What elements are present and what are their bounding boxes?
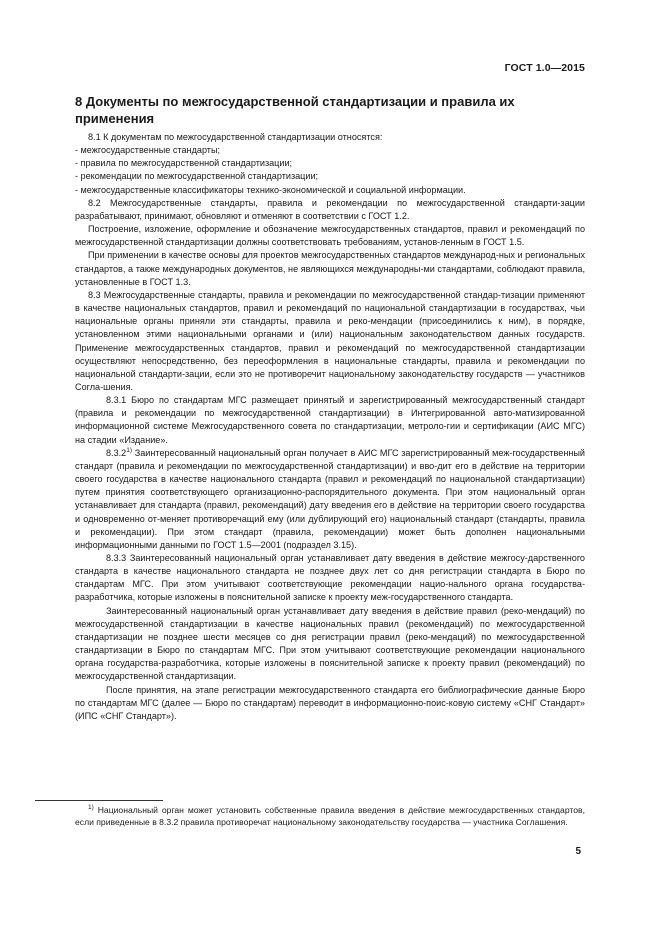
paragraph: 8.3 Межгосударственные стандарты, правила и рекомендации по межгосударственной стандар-тизации применяют в качестве национальных стандартов, правил и рекомендаций по национальной стандартизации в государствах, чьи национальные органы приняли эти стандарты, правила и реко-мендации (присоединились к ним), в порядке, установленном этими национальными органами и (или) национальным законодательством данных государств. Применение межгосударственных стандартов, правил и рекомендаций по межгосударственной стандартизации осуществляют непосредственно, без переоформления в национальные стандарты, правила и рекомендации по национальной стандарти-зации, если это не противоречит национальному законодательству государств — участников Согла-шения. [75,289,585,392]
list-item: - рекомендации по межгосударственной стандартизации; [75,171,319,182]
paragraph: Заинтересованный национальный орган устанавливает дату введения в действие правил (реко-мендаций) по межгосударственной стандартизации в качестве национальных правил (рекомендаций) по межгосударственной стандартизации не позднее шести месяцев со дня регистрации правил (реко-мендаций) по межгосударственной стандартизации в Бюро по стандартам МГС. При этом учитывают соответствующие рекомендации национального органа государства-разработчика, которые изложены в пояснительной записке к проекту правил (рекомендаций) по межгосударственной стандартизации. [75,605,585,682]
paragraph: 8.3.3 Заинтересованный национальный орган устанавливает дату введения в действие межгосу-дарственного стандарта в качестве национального стандарта не позднее двух лет со дня регистрации стандарта в Бюро по стандартам МГС. При этом учитывают соответствующие рекомендации нацио-нального органа государства-разработчика, которые изложены в пояснительной записке к проекту меж-государственного стандарта. [75,553,585,603]
paragraph [75,447,585,552]
paragraph: 8.3.1 Бюро по стандартам МГС размещает принятый и зарегистрированный межгосударственный стандарт (правила и рекомендации по межгосударственной стандартизации) в Интегрированной авто-матизированной информационной системе Межгосударственного совета по стандартизации, метроло-гии и сертификации (АИС МГС) на стадии «Издание». [75,395,585,445]
document-code-header: ГОСТ 1.0—2015 [504,62,585,74]
paragraph: После принятия, на этапе регистрации межгосударственного стандарта его библиографические данные Бюро по стандартам МГС (далее — Бюро по стандартам) переводит в информационно-поис-ковую систему «СНГ Стандарт» (ИПС «СНГ Стандарт»). [75,684,585,721]
footnote-divider [35,800,163,801]
page-number: 5 [575,846,581,857]
footnote-body: Национальный орган может установить собственные правила введения в действие межгосударственных стандартов, если приведенные в 8.3.2 правила противоречат национальному законодательству государства — участника Соглашения. [75,805,585,828]
footnote-marker: 1) [88,804,94,811]
paragraph-text: Заинтересованный национальный орган получает в АИС МГС зарегистрированный меж-государственный стандарт (правила и рекомендации по межгосударственной стандартизации) и вво-дит его в действие на территории своего государства в качестве национального стандарта (правил и рекомендаций по национальной стандартизации) путем принятия соответствующего организационно-распорядительного документа. При этом национальный орган устанавливает для стандарта (правил, рекомендаций) дату введения его в действие на территории своего государства и одновременно от-меняет противоречащий ему (или дублирующий его) национальный стандарт (стандарты, правила и рекомендации). При этом стандарт (правила, рекомендации) может быть дополнен национальными информационными данными по ГОСТ 1.5—2001 (подраздел 3.15). [75,447,585,550]
list-item: - межгосударственные стандарты; [75,145,221,156]
section-body [75,131,585,723]
paragraph: 8.2 Межгосударственные стандарты, правила и рекомендации по межгосударственной стандарти-зации разрабатывают, принимают, обновляют и отменяют в соответствии с ГОСТ 1.2. [75,197,585,221]
footnote [75,804,585,829]
paragraph: 8.1 К документам по межгосударственной стандартизации относятся: [88,132,383,142]
list-item: - межгосударственные классификаторы технико-экономической и социальной информации. [75,184,466,195]
list-item: - правила по межгосударственной стандартизации; [75,158,293,169]
paragraph: При применении в качестве основы для проектов межгосударственных стандартов международ-ных и региональных стандартов, а также международных документов, не являющихся международны-ми стандартами, соблюдают правила, установленные в ГОСТ 1.3. [75,250,585,287]
section-title: 8 Документы по межгосударственной стандартизации и правила их применения [75,94,515,126]
paragraph: Построение, изложение, оформление и обозначение межгосударственных стандартов, правил и рекомендаций по межгосударственной стандартизации должны соответствовать требованиям, установ-ленным в ГОСТ 1.5. [75,224,585,248]
footnote-text [75,804,585,829]
clause-number: 8.3.2 [106,447,127,458]
footnote-reference: 1) [126,446,133,454]
